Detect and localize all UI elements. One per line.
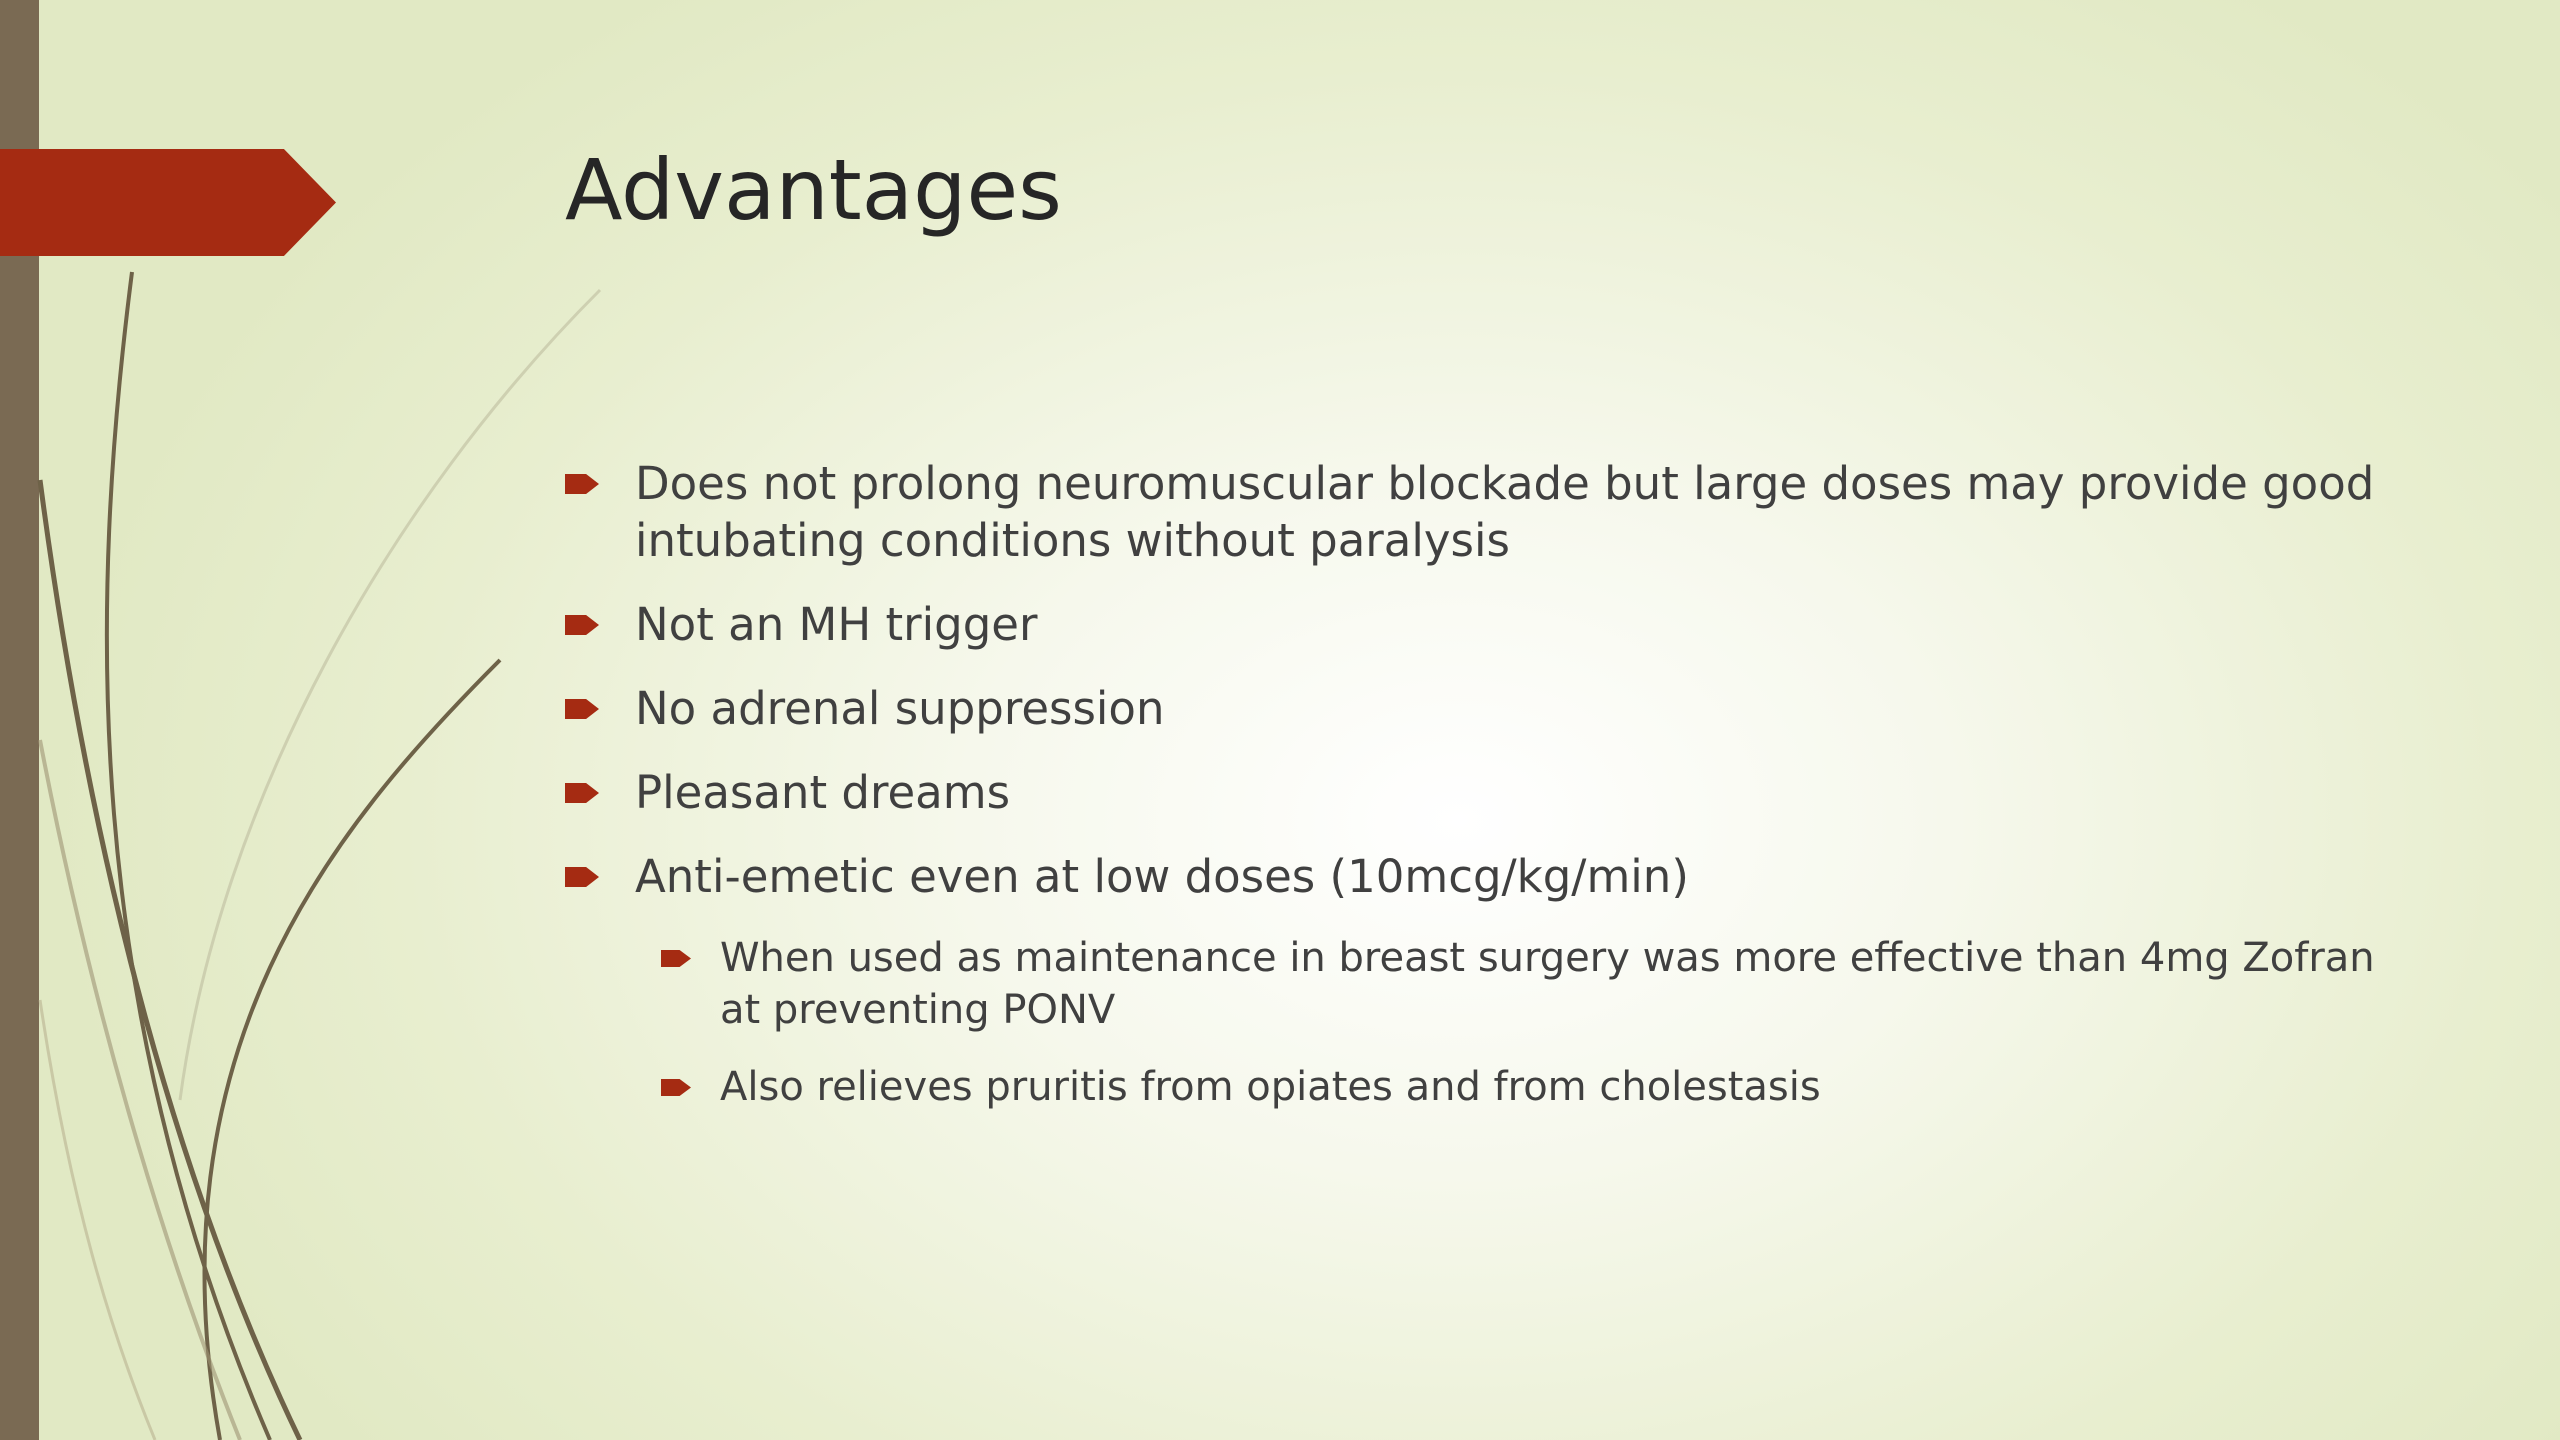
arrow-bullet-icon [565,615,599,635]
bullet-text: No adrenal suppression [635,682,1165,735]
arrow-bullet-icon [565,867,599,887]
bullet-text: Pleasant dreams [635,766,1011,819]
bullet-item [565,455,2395,569]
arrow-bullet-icon [661,1079,691,1096]
bullet-item [565,848,2395,905]
slide-content [565,455,2395,1138]
slide-title: Advantages [565,141,1062,239]
sub-bullet-item [565,1061,2395,1113]
bullet-text: Not an MH trigger [635,598,1038,651]
bullet-text: Anti-emetic even at low doses (10mcg/kg/min) [635,850,1689,903]
sub-bullet-text: Also relieves pruritis from opiates and from cholestasis [720,1064,1821,1110]
arrow-bullet-icon [661,950,691,967]
bullet-item [565,764,2395,821]
bullet-item [565,680,2395,737]
arrow-bullet-icon [565,783,599,803]
bullet-item [565,596,2395,653]
sub-bullet-text: When used as maintenance in breast surgery was more effective than 4mg Zofran at preventing PONV [720,935,2375,1033]
title-arrow-shape [0,149,336,256]
arrow-bullet-icon [565,474,599,494]
sub-bullet-item [565,932,2395,1036]
bullet-text: Does not prolong neuromuscular blockade but large doses may provide good intubating conditions without paralysis [635,457,2375,567]
arrow-bullet-icon [565,699,599,719]
